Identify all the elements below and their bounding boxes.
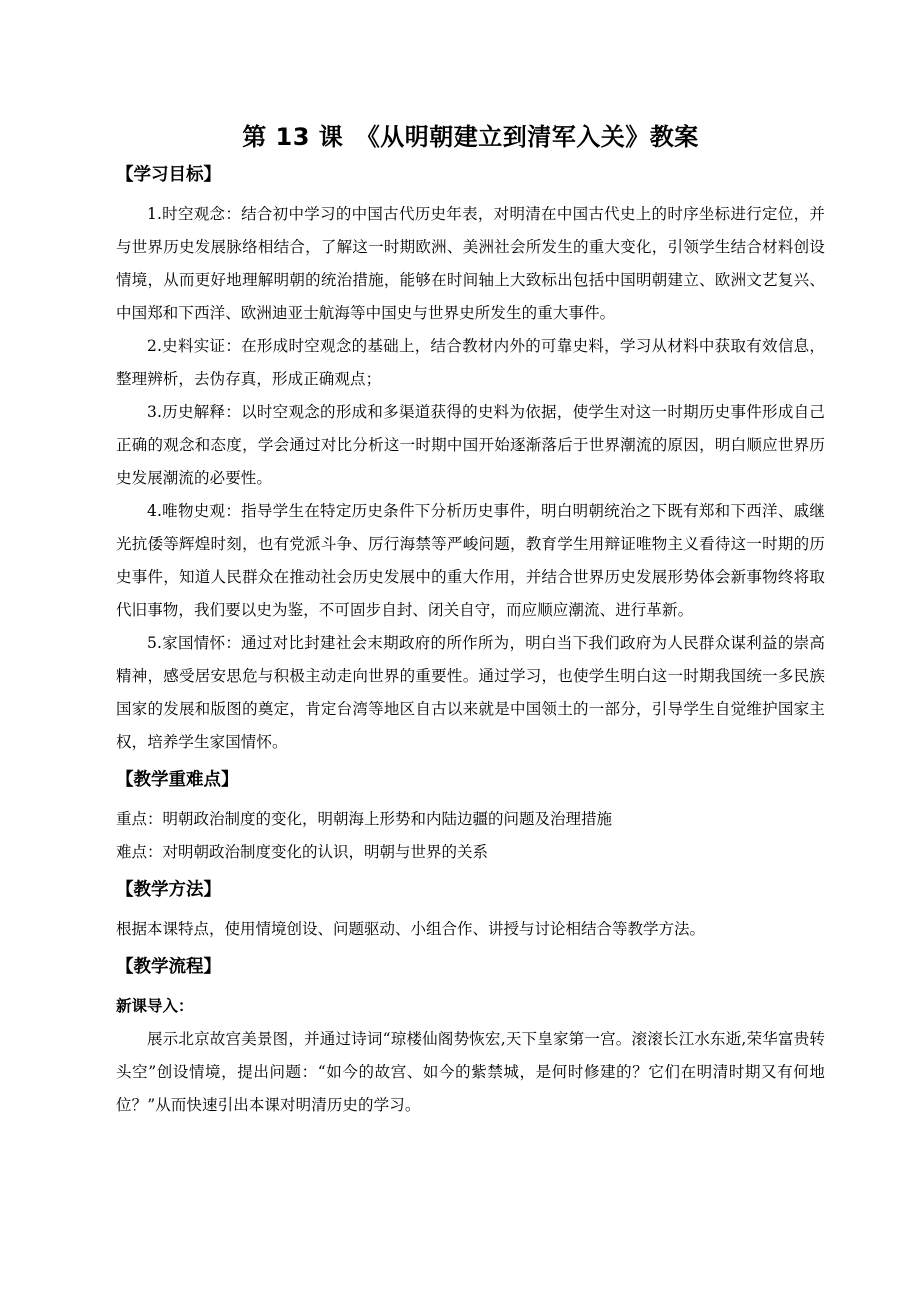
intro-heading: 新课导入： xyxy=(116,997,194,1015)
key-point-text: 重点：明朝政治制度的变化，明朝海上形势和内陆边疆的问题及治理措施 xyxy=(116,810,613,828)
objective-item-evidence: 2.史料实证：在形成时空观念的基础上，结合教材内外的可靠史料，学习从材料中获取有效信息，整理辨析，去伪存真，形成正确观点； xyxy=(116,337,825,388)
key-points-heading: 【教学重难点】 xyxy=(116,770,239,790)
objectives-section xyxy=(116,162,825,759)
objectives-heading: 【学习目标】 xyxy=(116,165,221,185)
objective-item-interpretation: 3.历史解释：以时空观念的形成和多渠道获得的史料为依据，使学生对这一时期历史事件形成自己正确的观念和态度，学会通过对比分析这一时期中国开始逐渐落后于世界潮流的原因，明白顺应世界历史发展潮流的必要性。 xyxy=(116,403,825,487)
objective-item-materialism: 4.唯物史观：指导学生在特定历史条件下分析历史事件，明白明朝统治之下既有郑和下西洋、戚继光抗倭等辉煌时刻，也有党派斗争、厉行海禁等严峻问题，教育学生用辩证唯物主义看待这一时期的历史事件，知道人民群众在推动社会历史发展中的重大作用，并结合世界历史发展形势体会新事物终将取代旧事物，我们要以史为鉴，不可固步自封、闭关自守，而应顺应潮流、进行革新。 xyxy=(116,502,825,619)
process-heading: 【教学流程】 xyxy=(116,957,221,977)
document-title: 第 13 课 《从明朝建立到清军入关》教案 xyxy=(242,123,699,151)
intro-text: 展示北京故宫美景图，并通过诗词“琼楼仙阁势恢宏,天下皇家第一宫。滚滚长江水东逝,荣华富贵转头空”创设情境，提出问题：“如今的故宫、如今的紫禁城，是何时修建的？它们在明清时期又有何地位？”从而快速引出本课对明清历史的学习。 xyxy=(116,1030,825,1114)
process-section xyxy=(116,954,825,1122)
methods-section xyxy=(116,877,825,946)
difficult-point-text: 难点：对明朝政治制度变化的认识，明朝与世界的关系 xyxy=(116,843,489,861)
methods-heading: 【教学方法】 xyxy=(116,880,221,900)
objective-item-patriotism: 5.家国情怀：通过对比封建社会末期政府的所作所为，明白当下我们政府为人民群众谋利益的崇高精神，感受居安思危与积极主动走向世界的重要性。通过学习，也使学生明白这一时期我国统一多民族国家的发展和版图的奠定，肯定台湾等地区自古以来就是中国领土的一部分，引导学生自觉维护国家主权，培养学生家国情怀。 xyxy=(116,634,825,751)
methods-text: 根据本课特点，使用情境创设、问题驱动、小组合作、讲授与讨论相结合等教学方法。 xyxy=(116,920,706,938)
key-points-section xyxy=(116,767,825,869)
objective-item-spacetime: 1.时空观念：结合初中学习的中国古代历史年表，对明清在中国古代史上的时序坐标进行定位，并与世界历史发展脉络相结合，了解这一时期欧洲、美洲社会所发生的重大变化，引领学生结合材料创设情境，从而更好地理解明朝的统治措施，能够在时间轴上大致标出包括中国明朝建立、欧洲文艺复兴、中国郑和下西洋、欧洲迪亚士航海等中国史与世界史所发生的重大事件。 xyxy=(116,205,825,322)
